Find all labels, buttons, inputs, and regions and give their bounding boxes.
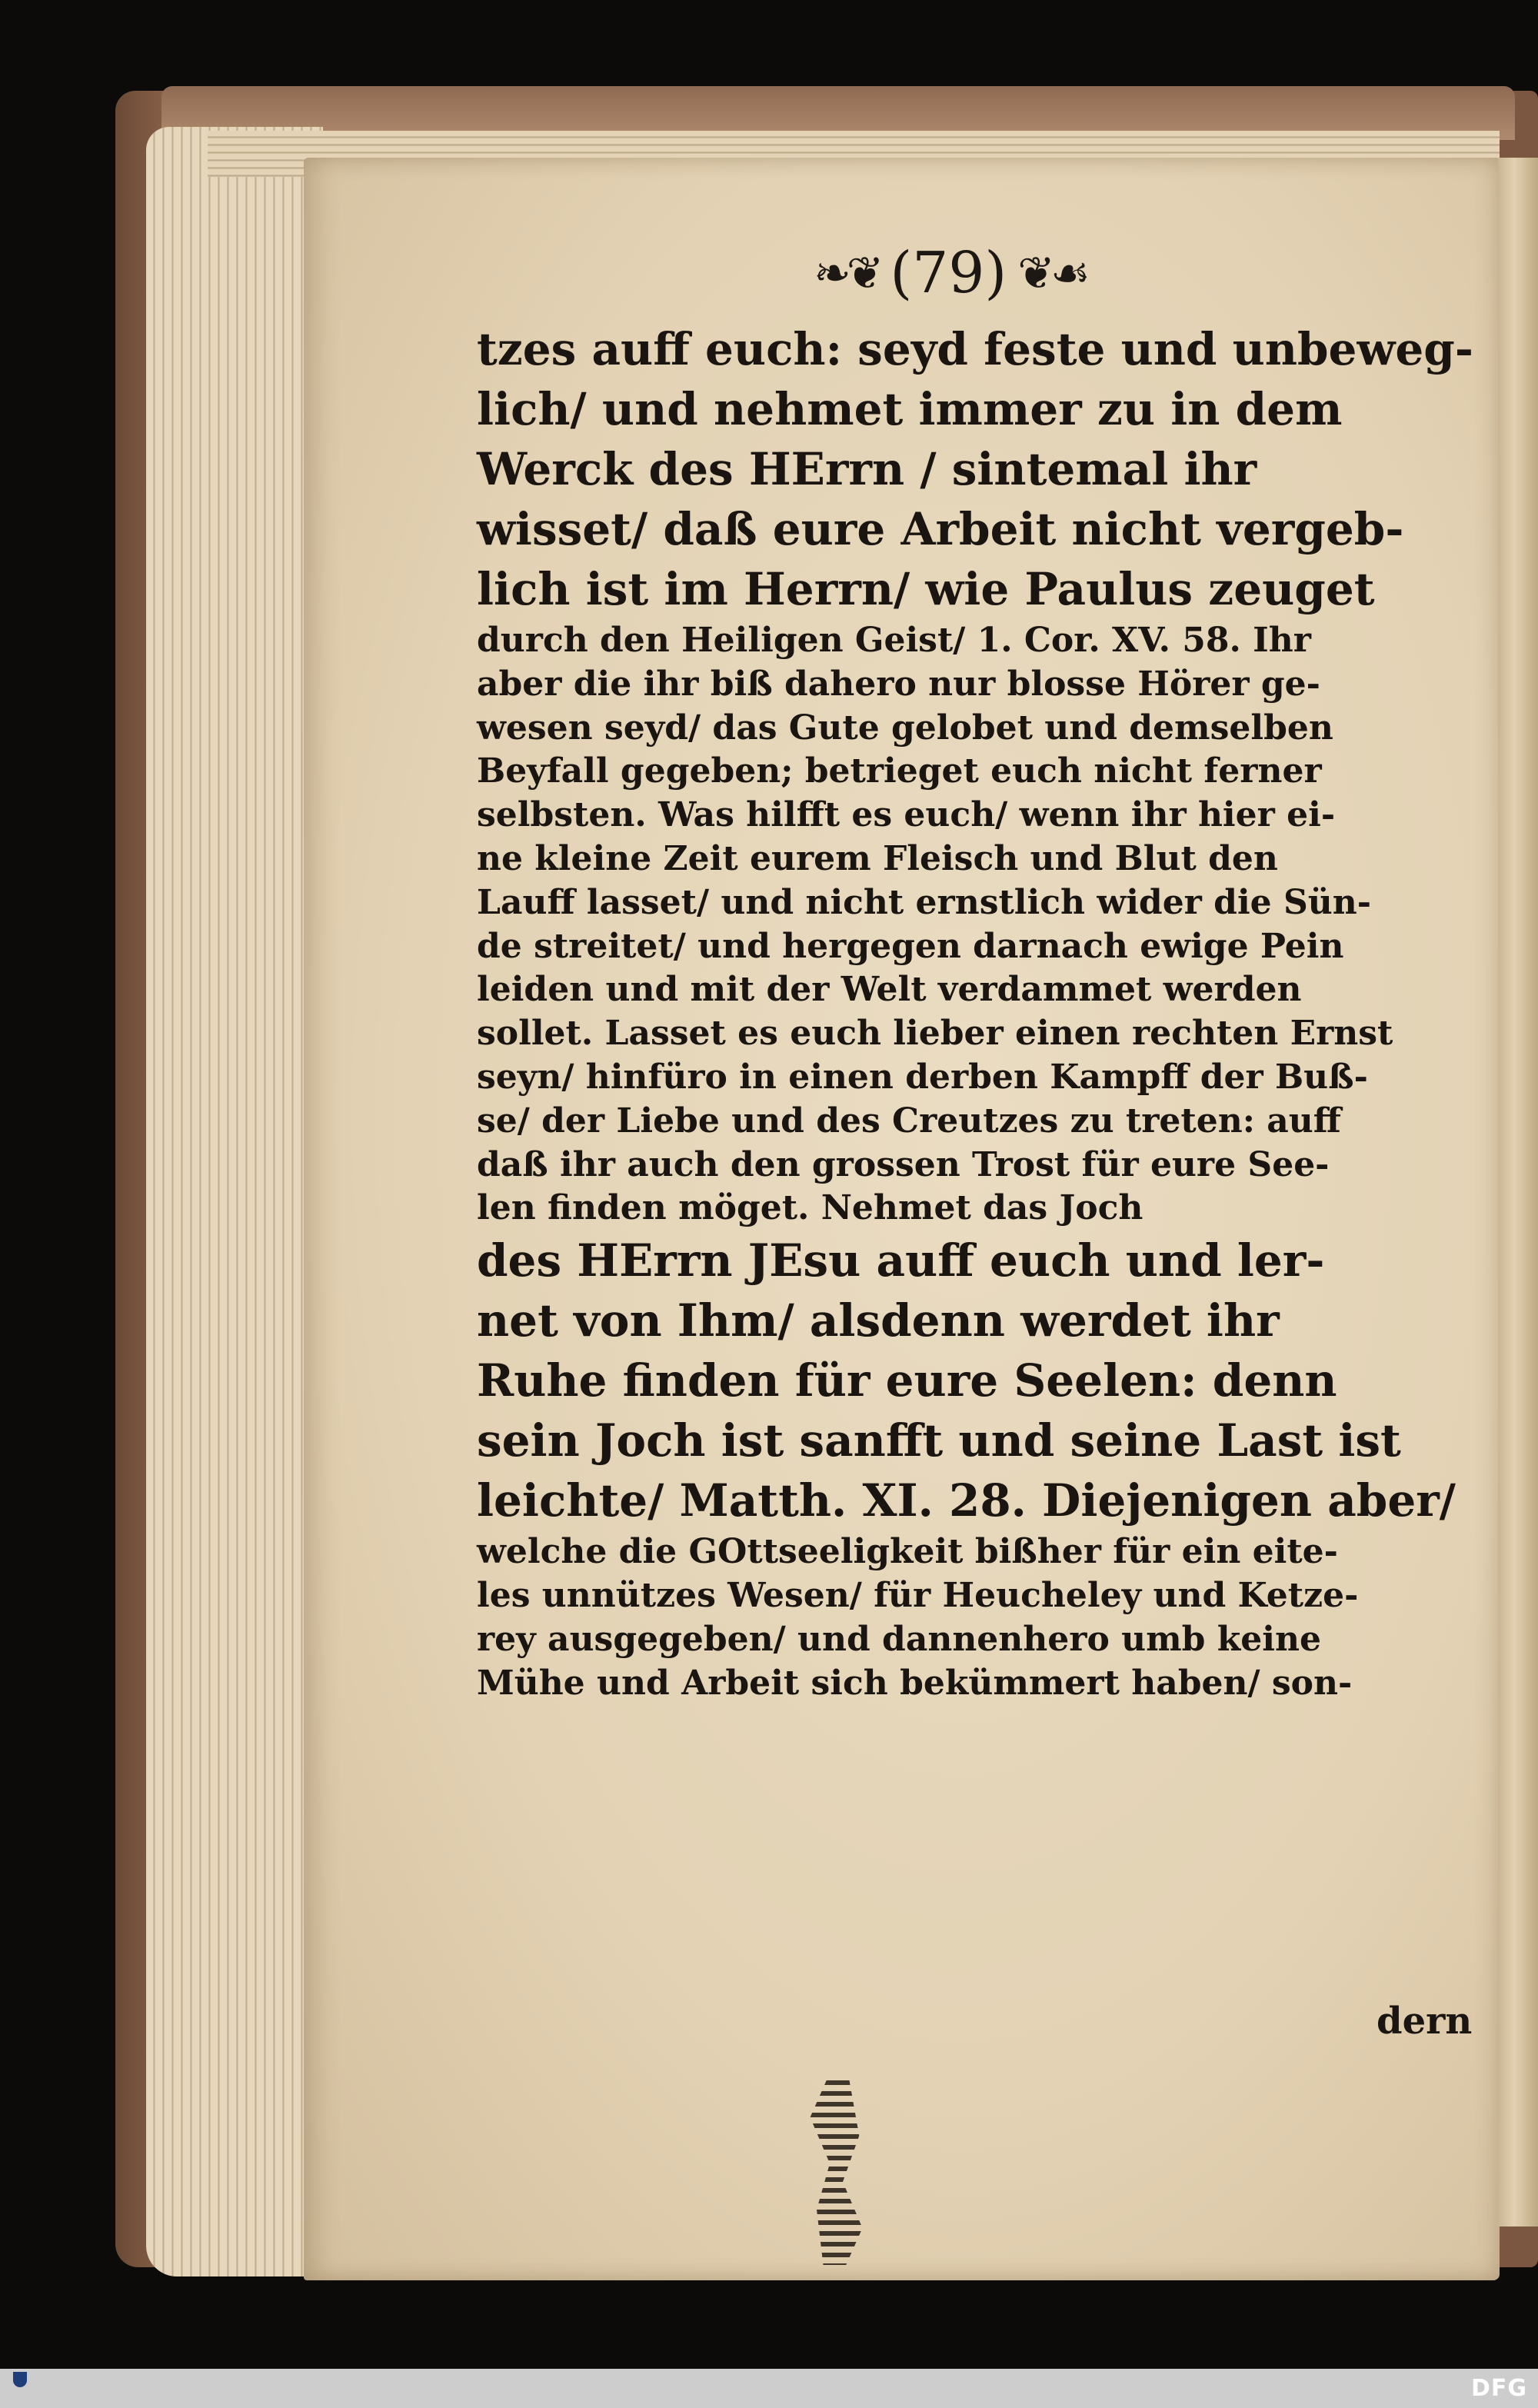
text-line: Beyfall gegeben; betrieget euch nicht ferner <box>477 751 1322 791</box>
library-logo-icon <box>6 2372 34 2404</box>
text-line: aber die ihr biß dahero nur blosse Hörer ge- <box>477 664 1320 704</box>
page-stack-left <box>146 127 323 2276</box>
text-line: les unnützes Wesen/ für Heucheley und Ketze- <box>477 1575 1359 1615</box>
text-line: Mühe und Arbeit sich bekümmert haben/ son- <box>477 1663 1353 1703</box>
ornament-left-icon: ❧❦ <box>814 247 880 299</box>
text-line: welche die GOttseeligkeit bißher für ein eite- <box>477 1532 1338 1572</box>
text-line: wisset/ daß eure Arbeit nicht vergeb- <box>477 503 1404 555</box>
text-line: selbsten. Was hilfft es euch/ wenn ihr hier ei- <box>477 795 1336 835</box>
text-line: wesen seyd/ das Gute gelobet und demselben <box>477 708 1333 748</box>
text-line: rey ausgegeben/ und dannenhero umb keine <box>477 1619 1321 1659</box>
text-line: seyn/ hinfüro in einen derben Kampff der Buß- <box>477 1057 1368 1097</box>
text-line: lich/ und nehmet immer zu in dem <box>477 383 1343 435</box>
text-line: des HErrn JEsu auff euch und ler- <box>477 1234 1325 1287</box>
text-line: Lauff lasset/ und nicht ernstlich wider die Sün- <box>477 882 1371 922</box>
page-right-edge <box>1498 158 1538 2226</box>
text-line: daß ihr auch den grossen Trost für eure See- <box>477 1144 1330 1184</box>
text-line: sein Joch ist sanfft und seine Last ist <box>477 1414 1401 1467</box>
text-line: lich ist im Herrn/ wie Paulus zeuget <box>477 563 1375 615</box>
page-header <box>750 231 1150 315</box>
ornament-right-icon: ❦☙ <box>1017 247 1086 299</box>
page-text <box>477 319 1476 1705</box>
text-line: Werck des HErrn / sintemal ihr <box>477 443 1257 495</box>
shield-icon <box>13 2372 27 2387</box>
text-line: len finden möget. Nehmet das Joch <box>477 1188 1144 1228</box>
text-line: leichte/ Matth. XI. 28. Diejenigen aber/ <box>477 1474 1456 1527</box>
viewer-footer-bar <box>0 2369 1538 2408</box>
text-line: de streitet/ und hergegen darnach ewige Pein <box>477 926 1344 966</box>
dfg-mark: DFG <box>1470 2375 1527 2402</box>
text-line: net von Ihm/ alsdenn werdet ihr <box>477 1294 1280 1347</box>
text-line: ne kleine Zeit eurem Fleisch und Blut den <box>477 838 1278 878</box>
text-line: tzes auff euch: seyd feste und unbeweg- <box>477 323 1473 375</box>
text-line: durch den Heiligen Geist/ 1. Cor. XV. 58. Ihr <box>477 621 1311 660</box>
text-line: se/ der Liebe und des Creutzes zu treten: auff <box>477 1101 1341 1141</box>
text-line: leiden und mit der Welt verdammet werden <box>477 970 1302 1010</box>
text-line: sollet. Lasset es euch lieber einen rechten Ernst <box>477 1014 1393 1054</box>
text-line: Ruhe finden für eure Seelen: denn <box>477 1354 1337 1407</box>
catchword: dern <box>1377 2000 1473 2043</box>
page-number: (79) <box>890 240 1007 306</box>
